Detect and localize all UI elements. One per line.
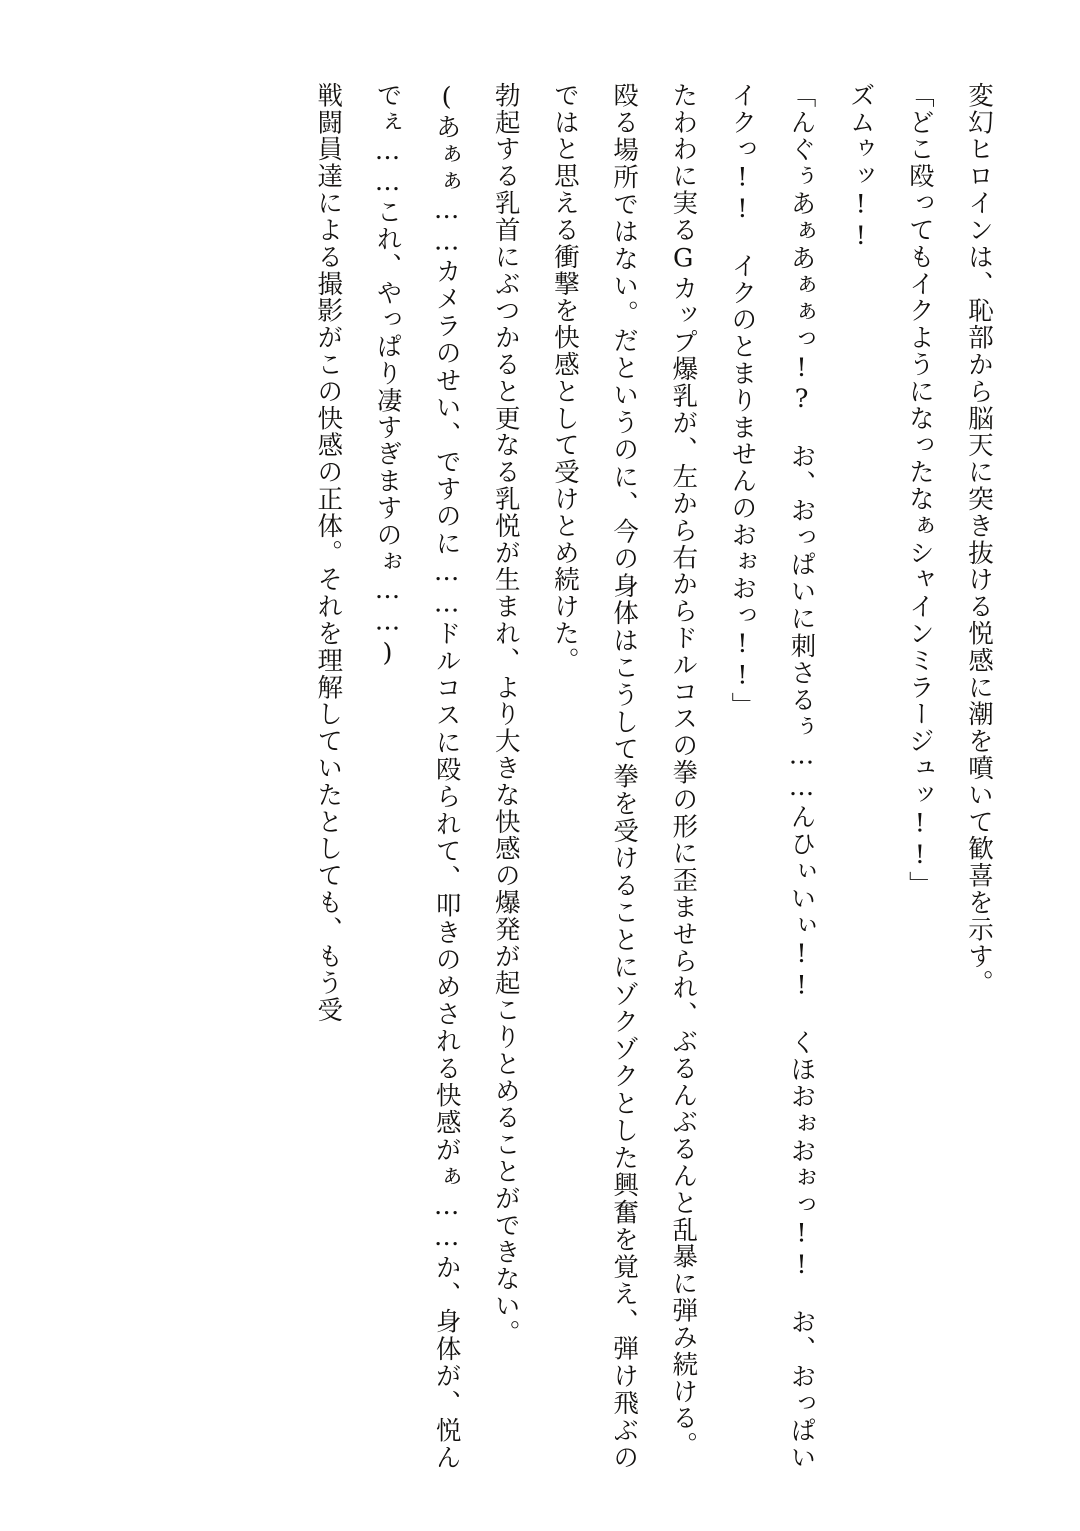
paragraph: 「んぐぅあぁあぁぁっ!? お、おっぱいに刺さるぅ……んひぃいぃ!! くほおぉおぉっ!! お、おっぱいイクっ!! イクのとまりませんのおぉおっ!!」: [727, 82, 817, 1471]
paragraph: (あぁぁ……カメラのせい、ですのに……ドルコスに殴られて、叩きのめされる快感がぁ……か、身体が、悦んでぇ……これ、やっぱり凄すぎますのぉ……): [372, 82, 462, 1471]
paragraph: 勃起する乳首にぶつかると更なる乳悦が生まれ、より大きな快感の爆発が起こりとめることができない。: [490, 82, 521, 1347]
paragraph: 殴る場所ではない。だというのに、今の身体はこうして拳を受けることにゾクゾクとした興奮を覚え、弾け飛ぶのではと思える衝撃を快感として受けとめ続けた。: [549, 82, 640, 1471]
paragraph: たわわに実るGカップ爆乳が、左から右からドルコスの拳の形に歪ませられ、ぶるんぶるんと乱暴に弾み続ける。: [668, 82, 699, 1459]
vertical-text-body: [60, 82, 1008, 1471]
paragraph: 「どこ殴ってもイクようになったなぁシャインミラージュッ!!」: [904, 82, 935, 899]
paragraph: 戦闘員達による撮影がこの快感の正体。それを理解していたとしても、もう受: [313, 82, 344, 1024]
paragraph: 変幻ヒロインは、恥部から脳天に突き抜ける悦感に潮を噴いて歓喜を示す。: [964, 82, 994, 997]
paragraph: ズムゥッ!!: [845, 82, 876, 253]
